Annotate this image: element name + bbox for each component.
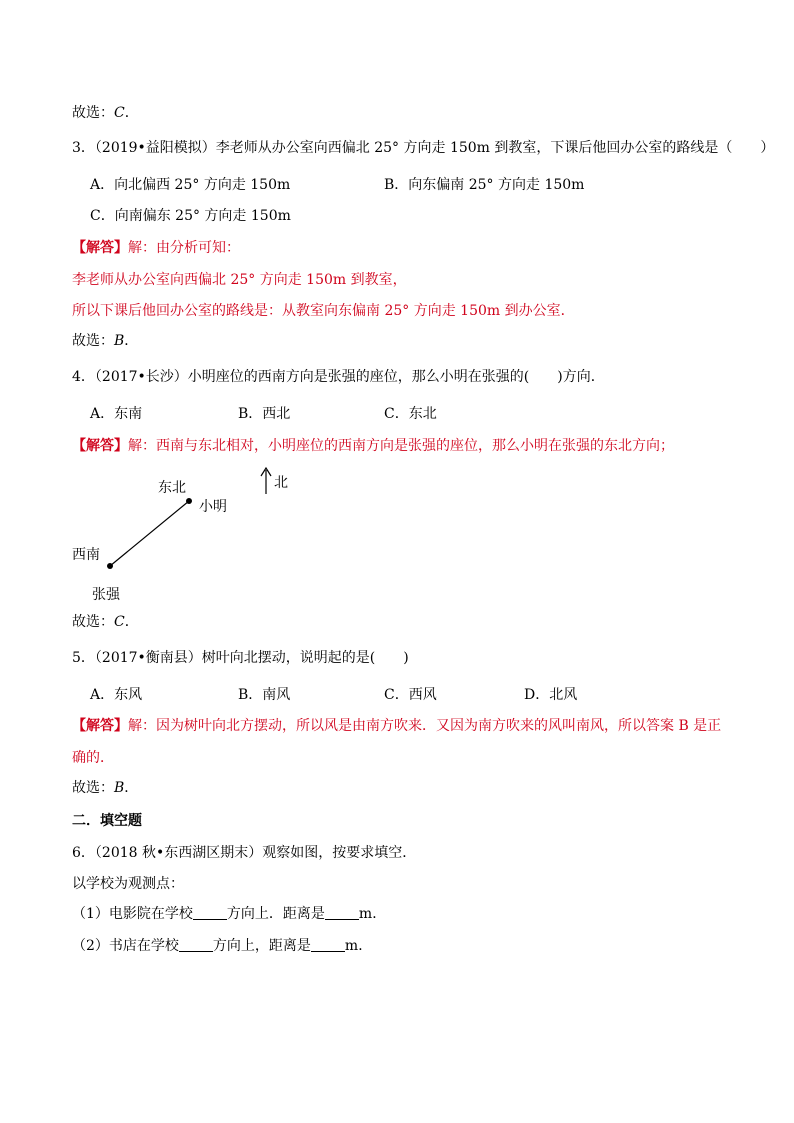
- q6-part2-a: （2）书店在学校: [72, 938, 179, 954]
- q6-observation-point: 以学校为观测点：: [72, 876, 184, 892]
- q6-part2: [72, 936, 372, 956]
- q5-option-a: A．东风: [90, 687, 143, 703]
- q4-option-c: C．东北: [384, 406, 437, 422]
- q6-stem: 6．（2018 秋•东西湖区期末）观察如图，按要求填空．: [72, 845, 417, 861]
- q5-option-b: B．南风: [238, 687, 291, 703]
- southwest-label: 西南: [72, 547, 100, 563]
- q2-end: ．: [124, 105, 139, 121]
- zhangqiang-label: 张强: [92, 587, 120, 603]
- q6-part2-c: m．: [344, 938, 373, 954]
- q4-option-b: B．西北: [238, 406, 291, 422]
- north-label: 北: [274, 475, 288, 491]
- zhangqiang-dot: [107, 563, 113, 569]
- q5-solution-line1: [72, 716, 721, 736]
- q5-option-d: D．北风: [524, 687, 578, 703]
- connecting-line: [110, 501, 189, 566]
- section-title: 二．填空题: [72, 813, 142, 829]
- q5-solution-text1: 解：因为树叶向北方摆动，所以风是由南方吹来．又因为南方吹来的风叫南风，所以答案 B 是正: [128, 718, 722, 734]
- q4-solution-tag: 【解答】: [72, 438, 128, 454]
- q3-option-c: C．向南偏东 25° 方向走 150m: [90, 208, 291, 224]
- q5-solution-line2: 确的．: [72, 750, 114, 766]
- q2-choose-label: 故选：: [72, 105, 114, 121]
- q4-choose-label: 故选：: [72, 614, 114, 630]
- q3-choose-label: 故选：: [72, 333, 114, 349]
- q3-solution-text1: 解：由分析可知：: [128, 240, 240, 256]
- q4-option-a: A．东南: [90, 406, 143, 422]
- q6-part1-b: 方向上．距离是: [226, 906, 325, 922]
- q5-stem: 5．（2017•衡南县）树叶向北摆动，说明起的是( ): [72, 650, 409, 666]
- xiaoming-label: 小明: [199, 499, 227, 515]
- q6-part2-distance-blank[interactable]: [311, 937, 345, 952]
- q4-answer: C: [114, 614, 125, 630]
- q2-answer: C: [114, 105, 125, 121]
- q4-solution-text1: 解：西南与东北相对，小明座位的西南方向是张强的座位，那么小明在张强的东北方向；: [128, 438, 674, 454]
- q6-part1-distance-blank[interactable]: [325, 905, 359, 920]
- q3-option-b: B．向东偏南 25° 方向走 150m: [384, 177, 585, 193]
- q3-solution-tag: 【解答】: [72, 240, 128, 256]
- q6-part1-c: m．: [358, 906, 387, 922]
- q6-part1: [72, 904, 386, 924]
- q5-solution-tag: 【解答】: [72, 718, 128, 734]
- q3-solution-line3: 所以下课后他回办公室的路线是：从教室向东偏南 25° 方向走 150m 到办公室．: [72, 303, 575, 319]
- q6-part1-a: （1）电影院在学校: [72, 906, 193, 922]
- q5-choose-label: 故选：: [72, 780, 114, 796]
- q3-stem: 3．（2019•益阳模拟）李老师从办公室向西偏北 25° 方向走 150m 到教室，下课后他回办公室的路线是（ ）: [72, 140, 775, 156]
- northeast-label: 东北: [158, 480, 186, 496]
- q4-end: ．: [124, 614, 139, 630]
- q3-solution-line2: 李老师从办公室向西偏北 25° 方向走 150m 到教室，: [72, 272, 407, 288]
- q5-option-c: C．西风: [384, 687, 437, 703]
- q5-choose-line: [72, 778, 138, 798]
- q5-answer: B: [114, 780, 125, 796]
- xiaoming-dot: [186, 498, 192, 504]
- q6-part2-b: 方向上，距离是: [212, 938, 311, 954]
- q4-stem: 4．（2017•长沙）小明座位的西南方向是张强的座位，那么小明在张强的( )方向．: [72, 369, 605, 385]
- q5-end: ．: [124, 780, 139, 796]
- q3-answer: B: [114, 333, 125, 349]
- q3-option-a: A．向北偏西 25° 方向走 150m: [90, 177, 291, 193]
- q4-choose-line: [72, 612, 139, 632]
- q3-end: ．: [124, 333, 139, 349]
- q6-part2-direction-blank[interactable]: [179, 937, 213, 952]
- q6-part1-direction-blank[interactable]: [193, 905, 227, 920]
